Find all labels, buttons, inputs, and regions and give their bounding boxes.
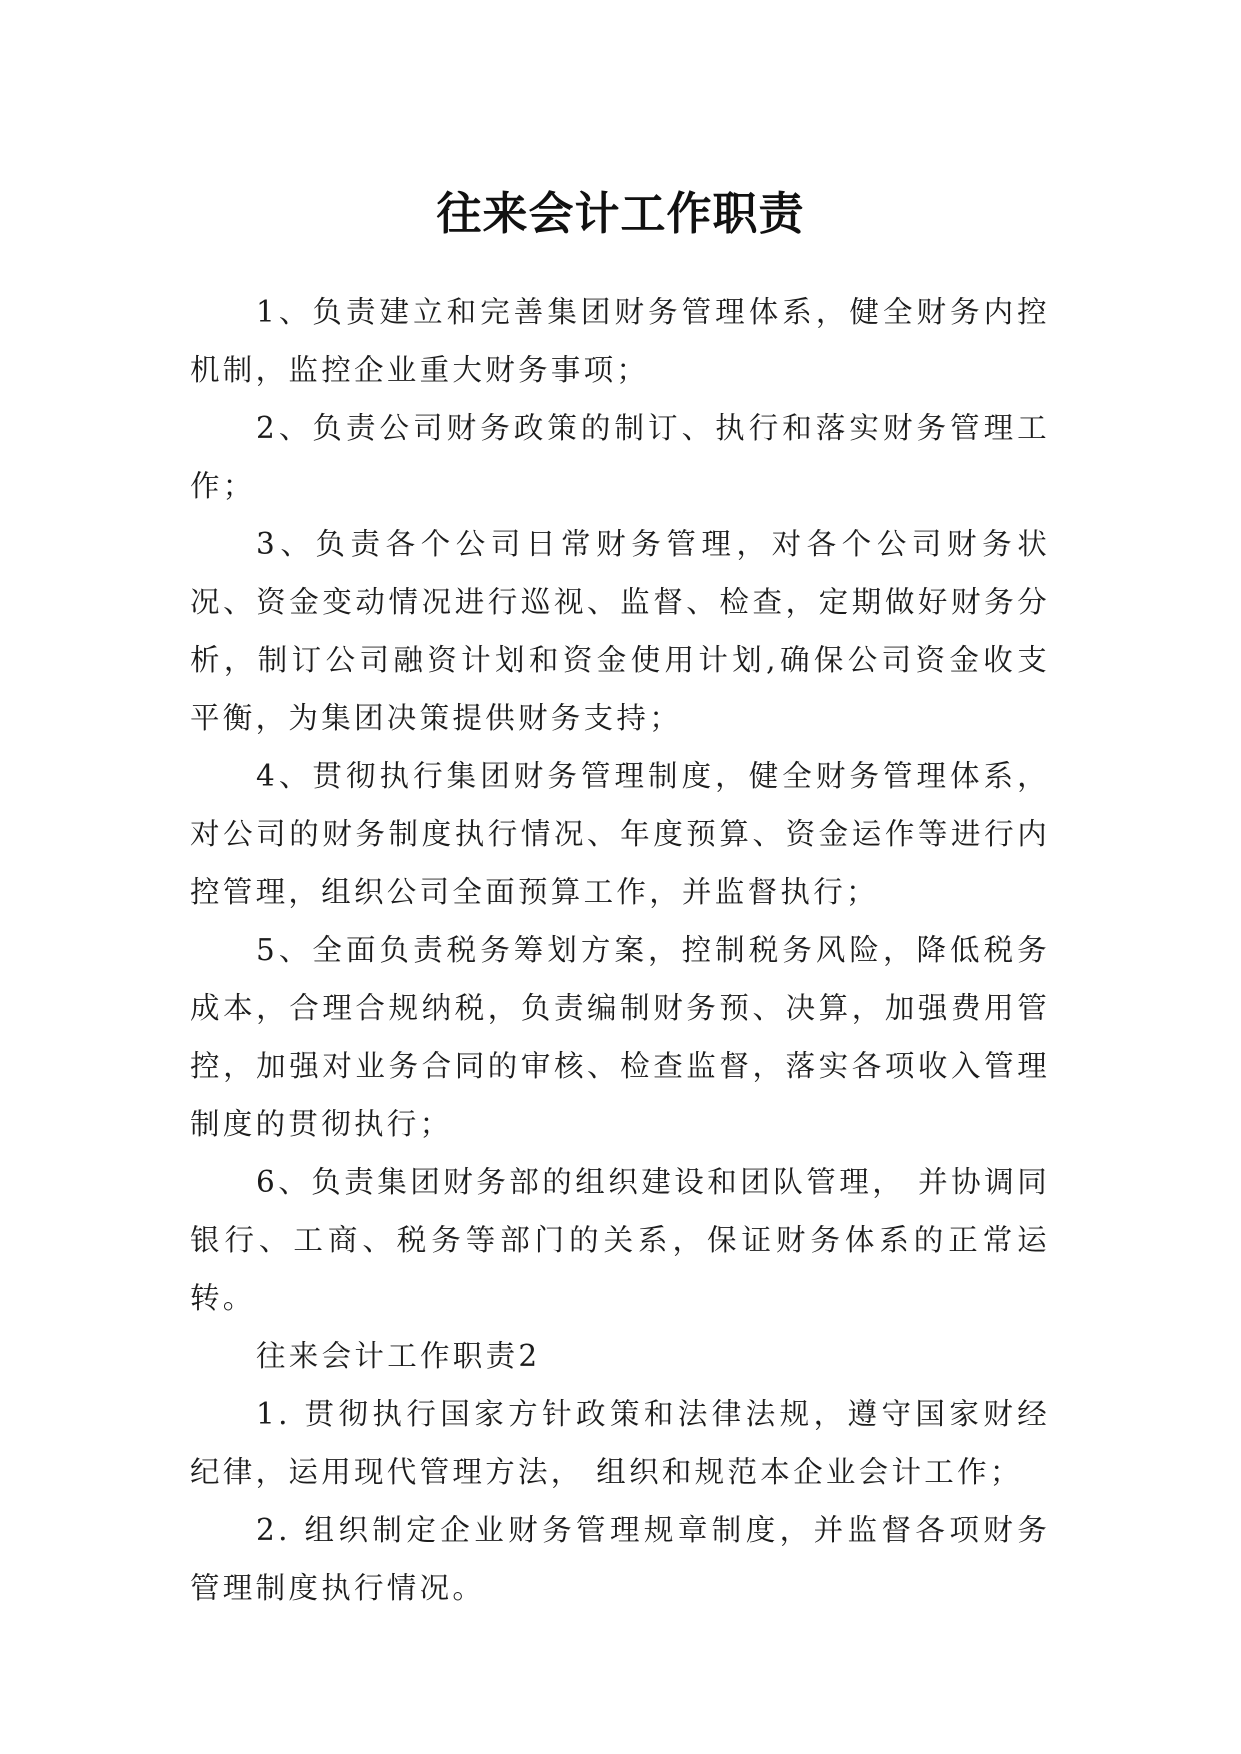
paragraph-duty-2: 2、负责公司财务政策的制订、执行和落实财务管理工作； [190, 411, 1050, 503]
paragraph-duty-1: 1、负责建立和完善集团财务管理体系，健全财务内控机制，监控企业重大财务事项； [190, 295, 1050, 387]
paragraph-section2-item-1: 1. 贯彻执行国家方针政策和法律法规，遵守国家财经纪律，运用现代管理方法， 组织和规范本企业会计工作； [190, 1397, 1050, 1489]
paragraph-section2-item-2: 2. 组织制定企业财务管理规章制度，并监督各项财务管理制度执行情况。 [190, 1513, 1050, 1605]
paragraph-duty-6: 6、负责集团财务部的组织建设和团队管理， 并协调同银行、工商、税务等部门的关系，保证财务体系的正常运转。 [190, 1165, 1050, 1315]
paragraph-duty-5: 5、全面负责税务筹划方案，控制税务风险，降低税务成本，合理合规纳税，负责编制财务预、决算，加强费用管控，加强对业务合同的审核、检查监督，落实各项收入管理制度的贯彻执行； [190, 933, 1050, 1141]
section-heading: 往来会计工作职责2 [256, 1339, 541, 1373]
document-body [190, 283, 1050, 1617]
paragraph-duty-3: 3、负责各个公司日常财务管理，对各个公司财务状况、资金变动情况进行巡视、监督、检查，定期做好财务分析，制订公司融资计划和资金使用计划,确保公司资金收支平衡，为集团决策提供财务支持； [190, 527, 1050, 735]
paragraph-duty-4: 4、贯彻执行集团财务管理制度，健全财务管理体系，对公司的财务制度执行情况、年度预算、资金运作等进行内控管理，组织公司全面预算工作，并监督执行； [190, 759, 1050, 909]
document-title: 往来会计工作职责 [436, 187, 805, 241]
